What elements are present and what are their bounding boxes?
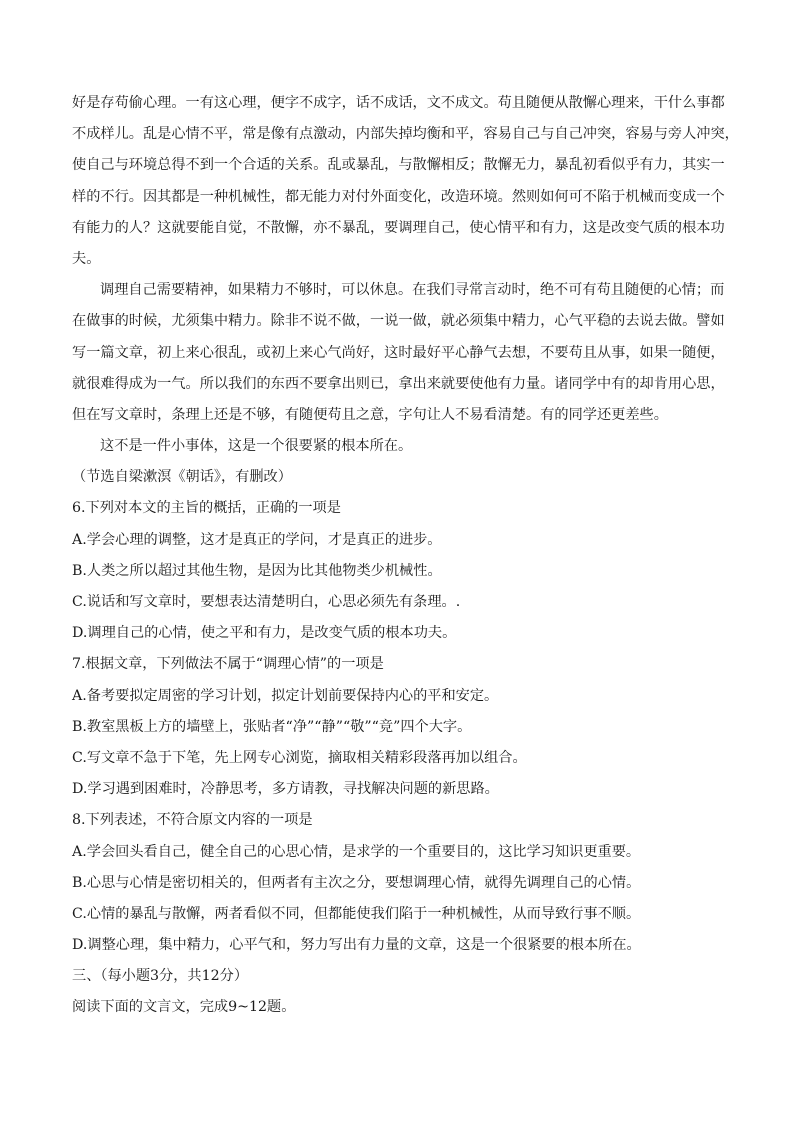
question-7-option-b: B.教室黑板上方的墙壁上，张贴者“净”“静”“敬”“竞”四个大字。 <box>72 718 472 735</box>
section-3-heading: 三、（每小题3分，共12分） <box>72 968 249 985</box>
paragraph-2-line-3: 写一篇文章，初上来心很乱，或初上来心气尚好，这时最好平心静气去想，不要苟且从事，如果一随便， <box>72 344 725 361</box>
question-7-option-a: A.备考要拟定周密的学习计划，拟定计划前要保持内心的平和安定。 <box>72 687 499 704</box>
section-3-instruction: 阅读下面的文言文，完成9~12题。 <box>72 999 296 1016</box>
question-8-option-d: D.调整心理，集中精力，心平气和，努力写出有力量的文章，这是一个很紧要的根本所在。 <box>72 937 641 954</box>
question-7-option-d: D.学习遇到困难时，冷静思考，多方请教，寻找解决问题的新思路。 <box>72 781 499 798</box>
paragraph-3: 这不是一件小事体，这是一个很要紧的根本所在。 <box>100 438 413 455</box>
paragraph-2-line-5: 但在写文章时，条理上还是不够，有随便苟且之意，字句让人不易看清楚。有的同学还更差些。 <box>72 406 668 423</box>
paragraph-2-line-2: 在做事的时候，尤须集中精力。除非不说不做，一说一做，就必须集中精力，心气平稳的去说去做。譬如 <box>72 313 725 330</box>
paragraph-1-line-5: 有能力的人？这就要能自觉，不散懈，亦不暴乱，要调理自己，使心情平和有力，这是改变气质的根本功 <box>72 219 725 236</box>
source-note: （节选自梁漱溟《朝话》，有删改） <box>72 469 292 486</box>
document-page <box>72 88 739 1024</box>
question-6-option-d: D.调理自己的心情，使之平和有力，是改变气质的根本功夫。 <box>72 625 457 642</box>
question-6-option-b: B.人类之所以超过其他生物，是因为比其他物类少机械性。 <box>72 562 442 579</box>
question-7-option-c: C.写文章不急于下笔，先上网专心浏览，摘取相关精彩段落再加以组合。 <box>72 749 527 766</box>
paragraph-2-line-1: 调理自己需要精神，如果精力不够时，可以休息。在我们寻常言动时，绝不可有苟且随便的心情；而 <box>100 282 725 299</box>
paragraph-1-line-3: 使自己与环境总得不到一个合适的关系。乱或暴乱，与散懈相反；散懈无力，暴乱初看似乎有力，其实一 <box>72 157 725 174</box>
question-6-option-c: C.说话和写文章时，要想表达清楚明白，心思必须先有条理。. <box>72 594 461 610</box>
paragraph-2-line-4: 就很难得成为一气。所以我们的东西不要拿出则已，拿出来就要使他有力量。诸同学中有的却肯用心思， <box>72 375 725 392</box>
paragraph-1-line-1: 好是存苟偷心理。一有这心理，便字不成字，话不成话，文不成文。苟且随便从散懈心理来，干什么事都 <box>72 95 725 111</box>
paragraph-1-line-4: 样的不行。因其都是一种机械性，都无能力对付外面变化，改造环境。然则如何可不陷于机械而变成一个 <box>72 188 725 205</box>
paragraph-1-line-2: 不成样儿。乱是心情不平，常是像有点激动，内部失掉均衡和平，容易自己与自己冲突，容易与旁人冲突， <box>72 126 739 143</box>
question-8-option-c: C.心情的暴乱与散懈，两者看似不同，但都能使我们陷于一种机械性，从而导致行事不顺。 <box>72 905 641 922</box>
question-6-option-a: A.学会心理的调整，这才是真正的学问，才是真正的进步。 <box>72 531 442 548</box>
question-8-stem: 8.下列表述，不符合原文内容的一项是 <box>72 812 313 829</box>
question-8-option-a: A.学会回头看自己，健全自己的心思心情，是求学的一个重要目的，这比学习知识更重要。 <box>72 843 641 860</box>
question-8-option-b: B.心思与心情是密切相关的，但两者有主次之分，要想调理心情，就得先调理自己的心情。 <box>72 874 641 891</box>
question-6-stem: 6.下列对本文的主旨的概括，正确的一项是 <box>72 500 341 517</box>
paragraph-1-line-6: 夫。 <box>72 250 101 267</box>
question-7-stem: 7.根据文章，下列做法不属于“调理心情”的一项是 <box>72 656 384 673</box>
